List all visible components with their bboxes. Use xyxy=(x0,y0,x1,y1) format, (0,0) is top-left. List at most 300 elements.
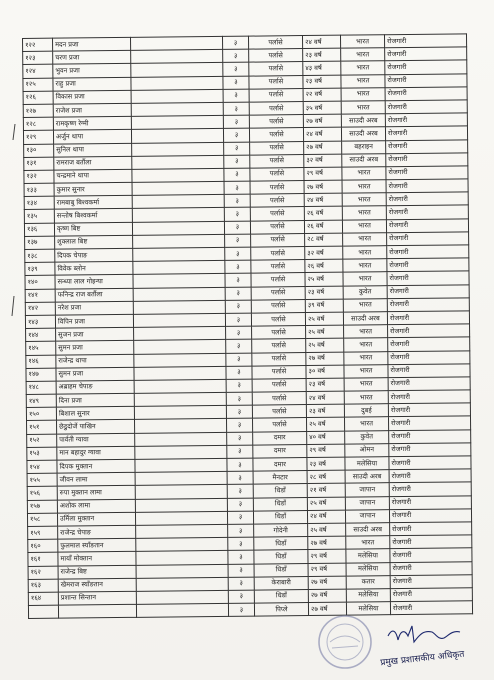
ward-cell: ३ xyxy=(225,260,251,273)
name-cell: कुमार सुनार xyxy=(54,182,132,196)
age-cell: २७ वर्ष xyxy=(303,114,341,128)
country-cell: भारत xyxy=(344,364,388,378)
serial-cell: १५० xyxy=(26,407,56,421)
purpose-cell: रोजगारी xyxy=(389,509,471,523)
name-cell: रुपा मुक्तान लामा xyxy=(57,486,135,500)
name-cell: रामकृष्ण रेग्मी xyxy=(53,116,131,130)
address-cell: पर्लासे xyxy=(249,49,303,63)
office-stamp xyxy=(319,616,371,668)
country-cell: भारत xyxy=(343,272,387,286)
purpose-cell: रोजगारी xyxy=(386,179,468,193)
age-cell: ३० वर्ष xyxy=(306,365,344,379)
serial-cell: १३० xyxy=(24,144,54,158)
serial-cell: १२५ xyxy=(23,78,53,92)
country-cell: ओमन xyxy=(345,443,389,457)
address-cell: पर्लासे xyxy=(252,352,306,366)
blank-cell xyxy=(131,129,223,143)
age-cell: २४ वर्ष xyxy=(307,510,345,524)
serial-cell: १३६ xyxy=(24,223,54,237)
age-cell: २३ वर्ष xyxy=(303,75,341,89)
blank-cell xyxy=(135,458,227,472)
name-cell: रामराज बर्तौला xyxy=(54,156,132,170)
purpose-cell: रोजगारी xyxy=(390,575,472,589)
age-cell: २५ वर्ष xyxy=(305,273,343,287)
address-cell: दमार xyxy=(253,444,307,458)
country-cell: भारत xyxy=(341,48,385,62)
name-cell: सन्तोष बिश्वकर्मा xyxy=(54,209,132,223)
purpose-cell: रोजगारी xyxy=(389,469,471,483)
country-cell: साउदी अरब xyxy=(341,114,385,128)
age-cell: २९ वर्ष xyxy=(308,563,346,577)
age-cell: २१ वर्ष xyxy=(307,484,345,498)
serial-cell: १३७ xyxy=(25,236,55,250)
blank-cell xyxy=(131,50,223,64)
address-cell: केराबारी xyxy=(254,576,308,590)
ward-cell: ३ xyxy=(228,550,254,563)
ward-cell: ३ xyxy=(226,379,252,392)
purpose-cell: रोजगारी xyxy=(385,60,467,74)
blank-cell xyxy=(132,155,224,169)
address-cell: पर्लासे xyxy=(252,339,306,353)
ward-cell: ३ xyxy=(227,458,253,471)
name-cell: विकास प्रजा xyxy=(53,90,131,104)
serial-cell: १२४ xyxy=(23,65,53,79)
blank-cell xyxy=(133,247,225,261)
age-cell: २९ वर्ष xyxy=(307,444,345,458)
age-cell: ३२ वर्ष xyxy=(305,246,343,260)
blank-cell xyxy=(132,142,224,156)
blank-cell xyxy=(136,603,228,617)
purpose-cell: रोजगारी xyxy=(390,588,472,602)
blank-cell xyxy=(135,498,227,512)
serial-cell: १३९ xyxy=(25,262,55,276)
serial-cell: १२९ xyxy=(23,130,53,144)
address-cell: पर्लासे xyxy=(252,326,306,340)
address-cell: पर्लासे xyxy=(250,181,304,195)
address-cell: पर्लासे xyxy=(252,405,306,419)
age-cell: २४ वर्ष xyxy=(304,193,342,207)
name-cell: अशोक लामा xyxy=(57,499,135,513)
name-cell: राजेन्द्र थापा xyxy=(56,354,134,368)
purpose-cell: रोजगारी xyxy=(387,271,469,285)
age-cell: २३ वर्ष xyxy=(303,48,341,62)
country-cell: भारत xyxy=(342,193,386,207)
blank-cell xyxy=(132,168,224,182)
age-cell: २७ वर्ष xyxy=(304,180,342,194)
blank-cell xyxy=(136,524,228,538)
serial-cell: १६२ xyxy=(28,566,58,580)
purpose-cell: रोजगारी xyxy=(385,47,467,61)
purpose-cell: रोजगारी xyxy=(389,495,471,509)
ward-cell: ३ xyxy=(228,524,254,537)
address-cell: पर्लासे xyxy=(251,299,305,313)
country-cell: भारत xyxy=(344,417,388,431)
ward-cell: ३ xyxy=(228,537,254,550)
serial-cell: १४६ xyxy=(26,355,56,369)
blank-cell xyxy=(136,564,228,578)
serial-cell: १२६ xyxy=(23,91,53,105)
serial-cell: १२२ xyxy=(23,38,53,52)
purpose-cell: रोजगारी xyxy=(385,100,467,114)
address-cell: पर्लासे xyxy=(249,88,303,102)
ward-cell: ३ xyxy=(225,300,251,313)
name-cell: राजेन्द्र बिष्ट xyxy=(58,565,136,579)
age-cell: २७ वर्ष xyxy=(308,576,346,590)
ward-cell: ३ xyxy=(224,194,250,207)
serial-cell: १३४ xyxy=(24,196,54,210)
serial-cell: १६१ xyxy=(28,552,58,566)
name-cell: चरण प्रजा xyxy=(53,51,131,65)
name-cell: राहु प्रजा xyxy=(53,77,131,91)
serial-cell: १५४ xyxy=(27,460,57,474)
purpose-cell: रोजगारी xyxy=(390,535,472,549)
blank-cell xyxy=(132,221,224,235)
address-cell: पर्लासे xyxy=(251,273,305,287)
name-cell: अर्जुन थापा xyxy=(53,130,131,144)
table-body xyxy=(23,34,473,619)
purpose-cell: रोजगारी xyxy=(386,153,468,167)
serial-cell: १४९ xyxy=(26,394,56,408)
blank-cell xyxy=(135,445,227,459)
address-cell: पर्लासे xyxy=(250,220,304,234)
address-cell: पर्लासे xyxy=(251,286,305,300)
name-cell: सन्ध्या लाल गोइन्या xyxy=(55,275,133,289)
country-cell: भारत xyxy=(344,391,388,405)
purpose-cell: रोजगारी xyxy=(388,403,470,417)
purpose-cell: रोजगारी xyxy=(389,482,471,496)
country-cell: मलेसिया xyxy=(346,602,390,616)
ward-cell: ३ xyxy=(228,577,254,590)
serial-cell: १६३ xyxy=(28,579,58,593)
name-cell: फुलमाल स्याँङतान xyxy=(58,538,136,552)
margin-mark-upper xyxy=(13,124,15,140)
country-cell: भारत xyxy=(344,325,388,339)
age-cell: २३ वर्ष xyxy=(307,457,345,471)
address-cell: मैनटार xyxy=(253,471,307,485)
name-cell: सुनिल थापा xyxy=(54,143,132,157)
ward-cell: ३ xyxy=(224,168,250,181)
address-cell: पर्लासे xyxy=(252,392,306,406)
name-cell: चन्द्रमाने थापा xyxy=(54,169,132,183)
serial-cell: १४३ xyxy=(25,315,55,329)
age-cell: ३२ वर्ष xyxy=(304,154,342,168)
ward-cell: ३ xyxy=(226,405,252,418)
address-cell: धिडाँ xyxy=(253,510,307,524)
age-cell: २७ वर्ष xyxy=(304,141,342,155)
purpose-cell: रोजगारी xyxy=(387,258,469,272)
address-cell: गोदेनी xyxy=(254,523,308,537)
ward-cell: ३ xyxy=(226,339,252,352)
name-cell: फनिन्द्र राज बर्तौला xyxy=(55,288,133,302)
ward-cell: ३ xyxy=(226,366,252,379)
ward-cell: ३ xyxy=(228,590,254,603)
name-cell: दिपक मुक्तान xyxy=(57,459,135,473)
purpose-cell: रोजगारी xyxy=(386,205,468,219)
purpose-cell: रोजगारी xyxy=(389,443,471,457)
address-cell: पर्लासे xyxy=(250,154,304,168)
serial-cell: १५२ xyxy=(27,434,57,448)
age-cell: २६ वर्ष xyxy=(304,207,342,221)
blank-cell xyxy=(131,63,223,77)
age-cell: २५ वर्ष xyxy=(307,497,345,511)
address-cell: पर्लासे xyxy=(252,418,306,432)
ward-cell: ३ xyxy=(227,432,253,445)
blank-cell xyxy=(135,472,227,486)
serial-cell: १४१ xyxy=(25,289,55,303)
address-cell: धिडाँ xyxy=(253,484,307,498)
blank-cell xyxy=(136,551,228,565)
country-cell: भारत xyxy=(344,351,388,365)
country-cell: कुवेत xyxy=(345,430,389,444)
purpose-cell: रोजगारी xyxy=(390,561,472,575)
country-cell: कतार xyxy=(346,575,390,589)
blank-cell xyxy=(134,379,226,393)
blank-cell xyxy=(134,392,226,406)
address-cell: पर्लासे xyxy=(250,141,304,155)
country-cell: मलेसिया xyxy=(345,457,389,471)
age-cell: २५ वर्ष xyxy=(308,523,346,537)
address-cell: पर्लासे xyxy=(250,167,304,181)
address-cell: पर्लासे xyxy=(251,233,305,247)
name-cell: उर्मिला मुक्तान xyxy=(57,512,135,526)
age-cell: २३ वर्ष xyxy=(306,378,344,392)
serial-cell: १४५ xyxy=(26,341,56,355)
blank-cell xyxy=(133,313,225,327)
ward-cell: ३ xyxy=(225,234,251,247)
address-cell: पर्लासे xyxy=(251,247,305,261)
serial-cell: १४० xyxy=(25,276,55,290)
age-cell: २५ वर्ष xyxy=(306,418,344,432)
country-cell: भारत xyxy=(343,233,387,247)
serial-cell: १५५ xyxy=(27,473,57,487)
ward-cell: ३ xyxy=(224,221,250,234)
name-cell: दिपक चेपाङ xyxy=(55,248,133,262)
country-cell: कुवेत xyxy=(343,285,387,299)
country-cell: मलेसिया xyxy=(346,549,390,563)
address-cell: दमार xyxy=(253,458,307,472)
address-cell: पर्लासे xyxy=(249,75,303,89)
handwritten-signature xyxy=(388,626,460,642)
ward-cell: ३ xyxy=(223,89,249,102)
address-cell: धिडाँ xyxy=(254,550,308,564)
purpose-cell: रोजगारी xyxy=(390,522,472,536)
serial-cell: १२३ xyxy=(23,51,53,65)
age-cell: २६ वर्ष xyxy=(305,259,343,273)
purpose-cell: रोजगारी xyxy=(390,601,472,615)
purpose-cell: रोजगारी xyxy=(386,218,468,232)
ward-cell: ३ xyxy=(227,511,253,524)
name-cell: खेमराज स्याँङतान xyxy=(58,578,136,592)
serial-cell: १५६ xyxy=(27,487,57,501)
country-cell: दुबई xyxy=(344,404,388,418)
name-cell: मान बहादुर ग्यावा xyxy=(57,446,135,460)
serial-cell: १४७ xyxy=(26,368,56,382)
address-cell: धिडाँ xyxy=(254,563,308,577)
purpose-cell: रोजगारी xyxy=(386,139,468,153)
age-cell: ४३ वर्ष xyxy=(303,62,341,76)
ward-cell: ३ xyxy=(225,273,251,286)
blank-cell xyxy=(134,340,226,354)
ward-cell: ३ xyxy=(228,603,254,616)
age-cell: २९ वर्ष xyxy=(308,549,346,563)
blank-cell xyxy=(135,432,227,446)
blank-cell xyxy=(133,261,225,275)
address-cell: पर्लासे xyxy=(251,312,305,326)
country-cell: मलेसिया xyxy=(346,589,390,603)
serial-cell: १६४ xyxy=(28,592,58,606)
serial-cell xyxy=(28,605,58,619)
purpose-cell: रोजगारी xyxy=(386,192,468,206)
blank-cell xyxy=(136,590,228,604)
serial-cell: १३१ xyxy=(24,157,54,171)
blank-cell xyxy=(133,274,225,288)
name-cell: सुजन प्रजा xyxy=(56,327,134,341)
country-cell: भारत xyxy=(343,298,387,312)
purpose-cell: रोजगारी xyxy=(385,87,467,101)
blank-cell xyxy=(134,353,226,367)
serial-cell: १४८ xyxy=(26,381,56,395)
serial-cell: १४२ xyxy=(25,302,55,316)
ward-cell: ३ xyxy=(223,63,249,76)
age-cell: २५ वर्ष xyxy=(306,325,344,339)
country-cell: साउदी अरब xyxy=(346,523,390,537)
country-cell: साउदी अरब xyxy=(345,470,389,484)
country-cell: भारत xyxy=(342,206,386,220)
country-cell: बहराइन xyxy=(342,140,386,154)
purpose-cell: रोजगारी xyxy=(387,298,469,312)
serial-cell: १३२ xyxy=(24,170,54,184)
serial-cell: १५१ xyxy=(27,421,57,435)
purpose-cell: रोजगारी xyxy=(387,311,469,325)
blank-cell xyxy=(131,76,223,90)
name-cell: शुक्लाल बिष्ट xyxy=(55,235,133,249)
purpose-cell: रोजगारी xyxy=(384,34,466,48)
age-cell: २७ वर्ष xyxy=(308,536,346,550)
name-cell xyxy=(58,604,136,618)
blank-cell xyxy=(134,366,226,380)
address-cell: पर्लासे xyxy=(248,36,302,50)
address-cell: धिडाँ xyxy=(254,537,308,551)
age-cell: २५ वर्ष xyxy=(306,338,344,352)
ward-cell: ३ xyxy=(227,445,253,458)
purpose-cell: रोजगारी xyxy=(388,350,470,364)
purpose-cell: रोजगारी xyxy=(389,456,471,470)
age-cell: २४ वर्ष xyxy=(306,391,344,405)
country-cell: भारत xyxy=(342,219,386,233)
age-cell: २८ वर्ष xyxy=(305,233,343,247)
country-cell: जापान xyxy=(345,483,389,497)
purpose-cell: रोजगारी xyxy=(387,284,469,298)
age-cell: ४० वर्ष xyxy=(307,431,345,445)
purpose-cell: रोजगारी xyxy=(387,245,469,259)
country-cell: भारत xyxy=(343,259,387,273)
records-table xyxy=(22,33,473,619)
name-cell: जीवन लामा xyxy=(57,473,135,487)
name-cell: नरेश प्रजा xyxy=(55,301,133,315)
ward-cell: ३ xyxy=(224,181,250,194)
country-cell: भारत xyxy=(341,61,385,75)
name-cell: राजेश प्रजा xyxy=(53,103,131,117)
name-cell: मायाँ मोक्तान xyxy=(58,552,136,566)
address-cell: पर्लासे xyxy=(250,207,304,221)
address-cell: पर्लासे xyxy=(249,101,303,115)
country-cell: भारत xyxy=(342,167,386,181)
age-cell: २७ वर्ष xyxy=(306,352,344,366)
name-cell: विवेक ब्लोन xyxy=(55,262,133,276)
age-cell: ३५ वर्ष xyxy=(303,101,341,115)
age-cell: २२ वर्ष xyxy=(303,88,341,102)
ward-cell: ३ xyxy=(226,419,252,432)
signature-caption: प्रमुख प्रशासकीय अधिकृत xyxy=(379,649,465,669)
country-cell: भारत xyxy=(342,180,386,194)
name-cell: राजेन्द्र चेपाङ xyxy=(58,525,136,539)
purpose-cell: रोजगारी xyxy=(388,337,470,351)
country-cell: साउदी अरब xyxy=(341,127,385,141)
purpose-cell: रोजगारी xyxy=(388,377,470,391)
country-cell: भारत xyxy=(340,35,384,49)
name-cell: सुमन प्रजा xyxy=(56,367,134,381)
serial-cell: १५८ xyxy=(27,513,57,527)
address-cell: धिडाँ xyxy=(253,497,307,511)
ward-cell: ३ xyxy=(224,142,250,155)
blank-cell xyxy=(135,485,227,499)
blank-cell xyxy=(136,537,228,551)
blank-cell xyxy=(133,300,225,314)
blank-cell xyxy=(132,181,224,195)
name-cell: भुवन प्रजा xyxy=(53,64,131,78)
age-cell: २९ वर्ष xyxy=(304,167,342,181)
margin-mark-lower xyxy=(12,296,14,316)
name-cell: प्रशान्त सिन्तान xyxy=(58,591,136,605)
purpose-cell: रोजगारी xyxy=(385,113,467,127)
purpose-cell: रोजगारी xyxy=(385,126,467,140)
blank-cell xyxy=(133,287,225,301)
blank-cell xyxy=(131,102,223,116)
serial-cell: १२८ xyxy=(23,117,53,131)
name-cell: छेडुदोर्जे पाखिन xyxy=(57,420,135,434)
ward-cell: ३ xyxy=(223,128,249,141)
address-cell: पिप्ले xyxy=(254,603,308,617)
address-cell: पर्लासे xyxy=(251,260,305,274)
blank-cell xyxy=(130,36,222,50)
country-cell: साउदी अरब xyxy=(342,153,386,167)
blank-cell xyxy=(131,89,223,103)
blank-cell xyxy=(131,116,223,130)
ward-cell: ३ xyxy=(222,36,248,49)
serial-cell: १६० xyxy=(28,539,58,553)
name-cell: पार्वती ग्यावा xyxy=(57,433,135,447)
age-cell: २३ वर्ष xyxy=(305,286,343,300)
name-cell: सुमन प्रजा xyxy=(56,341,134,355)
blank-cell xyxy=(132,208,224,222)
name-cell: रामबाबु बिश्वकर्मा xyxy=(54,196,132,210)
blank-cell xyxy=(135,419,227,433)
country-cell: मलेसिया xyxy=(346,562,390,576)
purpose-cell: रोजगारी xyxy=(388,416,470,430)
purpose-cell: रोजगारी xyxy=(388,324,470,338)
address-cell: दमार xyxy=(253,431,307,445)
blank-cell xyxy=(136,577,228,591)
ward-cell: ३ xyxy=(223,102,249,115)
ward-cell: ३ xyxy=(226,392,252,405)
serial-cell: १५३ xyxy=(27,447,57,461)
purpose-cell: रोजगारी xyxy=(385,73,467,87)
age-cell: २५ वर्ष xyxy=(305,312,343,326)
name-cell: मदन प्रजा xyxy=(53,37,131,51)
ward-cell: ३ xyxy=(226,326,252,339)
purpose-cell: रोजगारी xyxy=(388,390,470,404)
ward-cell: ३ xyxy=(223,115,249,128)
